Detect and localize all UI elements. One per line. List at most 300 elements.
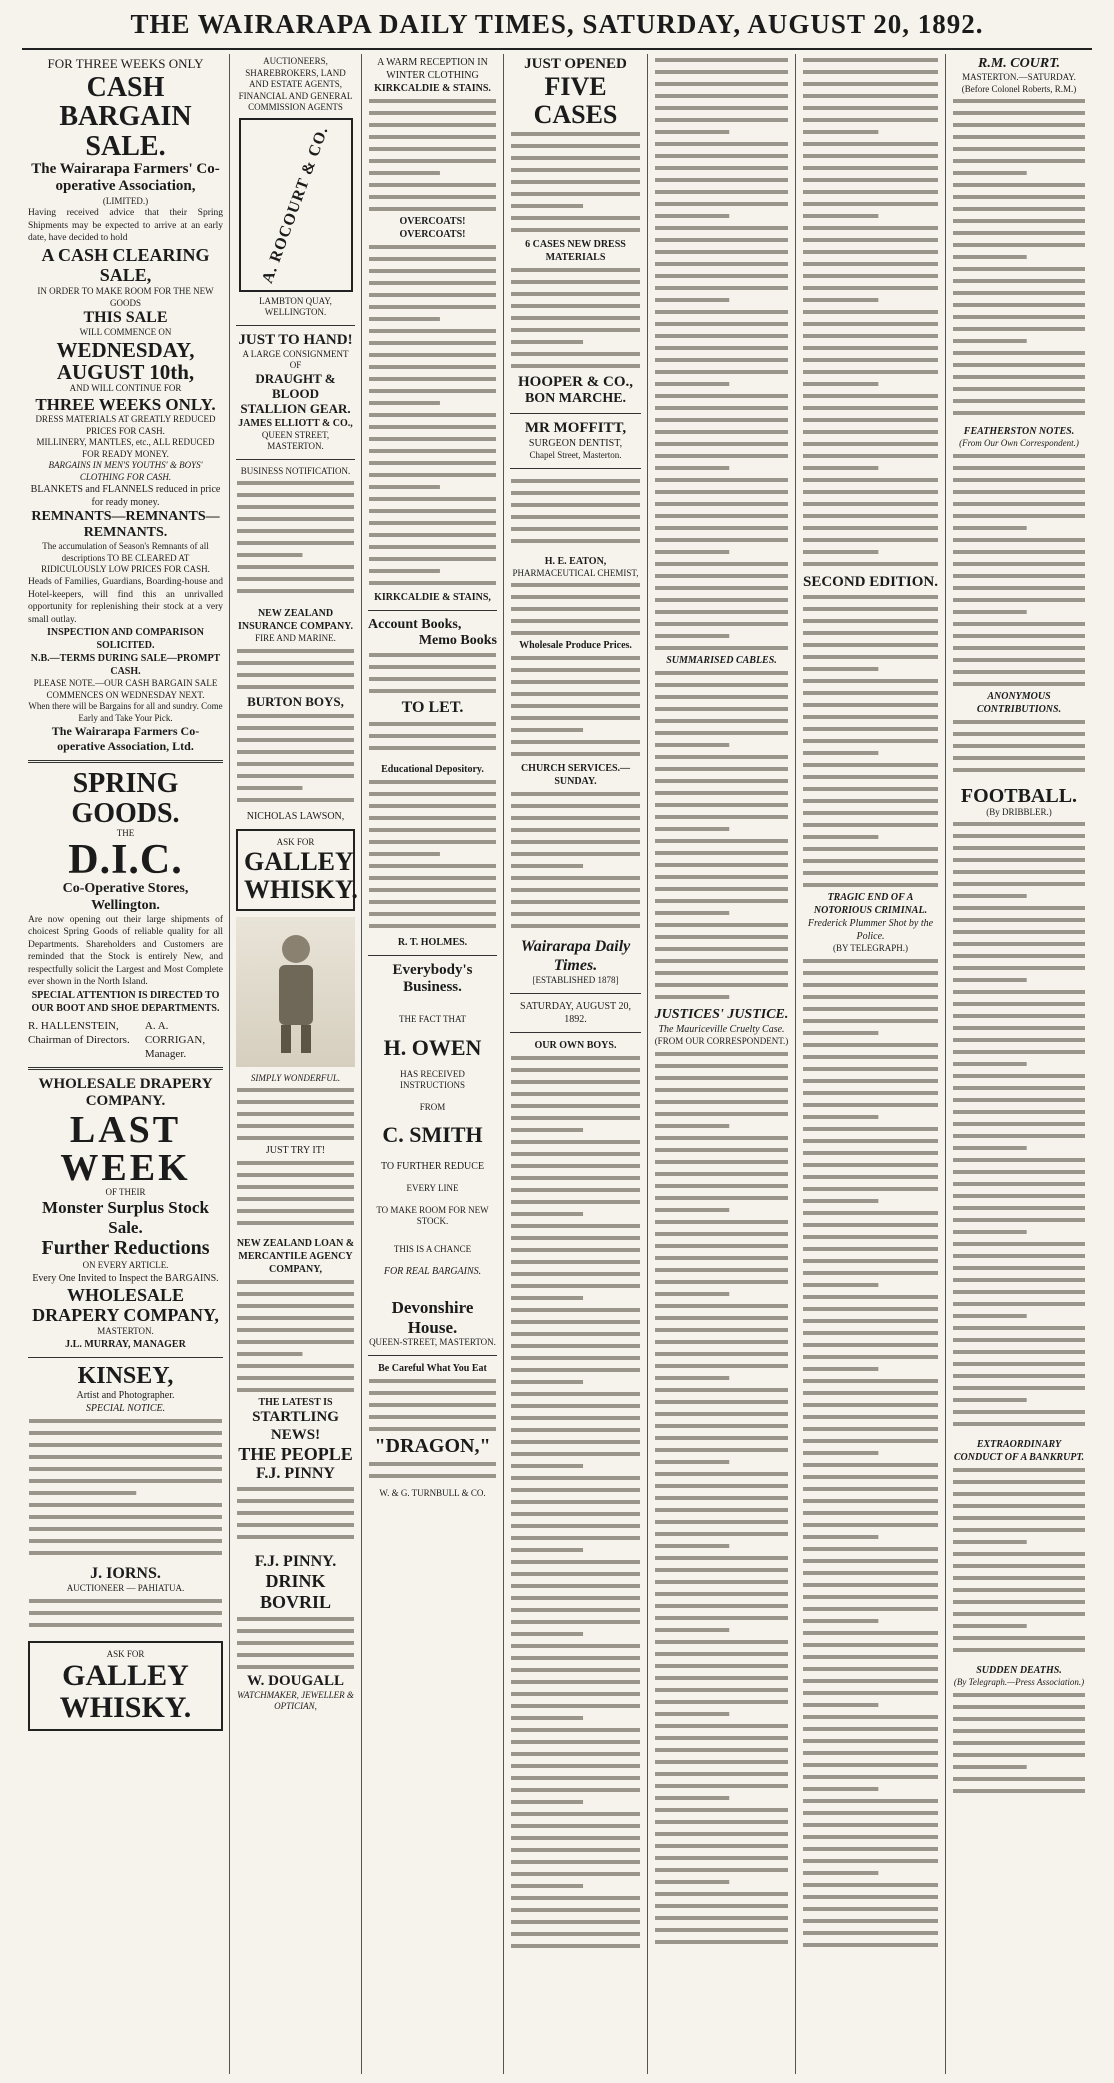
terms: N.B.—TERMS DURING SALE—PROMPT CASH. <box>30 653 221 678</box>
established: [ESTABLISHED 1878] <box>532 975 619 986</box>
mr-moffitt: MR MOFFITT, <box>524 420 627 437</box>
text-line <box>237 1535 354 1539</box>
heads-of-families: Heads of Families, Guardians, Boarding-house and Hotel-keepers, will find this an unrivalled opportunity for replenishing their stock at a very small outlay. <box>28 576 223 625</box>
text-line <box>511 888 640 892</box>
remnants-text: The accumulation of Season's Remnants of all descriptions TO BE CLEARED AT RIDICULOUSLY LOW PRICES FOR CASH. <box>41 541 210 575</box>
text-line <box>369 449 496 453</box>
text-line <box>803 1115 878 1119</box>
extraordinary-conduct: EXTRAORDINARY CONDUCT OF A BANKRUPT. <box>953 1439 1085 1464</box>
text-line <box>803 238 938 242</box>
second-body <box>802 591 939 891</box>
text-line <box>953 1753 1085 1757</box>
text-line <box>953 1050 1085 1054</box>
rm-court: R.M. COURT. <box>978 56 1060 71</box>
text-line <box>511 1380 583 1384</box>
text-line <box>511 1752 640 1756</box>
text-texture <box>236 1483 355 1553</box>
text-line <box>511 912 640 916</box>
real-bargains: FOR REAL BARGAINS. <box>383 1266 482 1278</box>
text-line <box>655 1256 788 1260</box>
text-line <box>511 132 640 136</box>
text-line <box>511 900 640 904</box>
text-line <box>511 1416 640 1420</box>
nz-insurance: NEW ZEALAND INSURANCE COMPANY. <box>237 608 353 633</box>
text-line <box>511 515 640 519</box>
text-line <box>511 619 640 623</box>
church-services: CHURCH SERVICES.—SUNDAY. <box>520 763 631 788</box>
text-line <box>803 1139 938 1143</box>
text-line <box>953 1398 1027 1402</box>
further-reduce: TO FURTHER REDUCE <box>380 1161 485 1173</box>
text-line <box>953 135 1085 139</box>
he-eaton: H. E. EATON, <box>544 555 607 567</box>
text-texture <box>368 1375 497 1435</box>
to-let: TO LET. <box>401 699 464 717</box>
text-line <box>655 875 788 879</box>
text-line <box>511 156 640 160</box>
text-line <box>655 1520 788 1524</box>
text-line <box>953 1122 1085 1126</box>
text-texture <box>28 1595 223 1635</box>
text-line <box>511 1248 640 1252</box>
text-line <box>655 1124 729 1128</box>
text-line <box>803 1511 938 1515</box>
text-line <box>511 340 583 344</box>
text-line <box>803 1007 938 1011</box>
text-line <box>953 147 1085 151</box>
text-line <box>237 1100 354 1104</box>
masthead-rule <box>22 48 1092 50</box>
text-line <box>655 1364 788 1368</box>
ask-for-2: ASK FOR <box>276 836 315 847</box>
text-line <box>655 1904 788 1908</box>
text-line <box>953 1062 1027 1066</box>
account-books: Account Books, <box>368 617 462 632</box>
text-line <box>953 1014 1085 1018</box>
deaths-body <box>952 1689 1086 1799</box>
kirkcaldie-stains-2: KIRKCALDIE & STAINS, <box>374 592 491 603</box>
text-line <box>369 183 496 187</box>
text-line <box>655 154 788 158</box>
text-texture <box>368 1458 497 1488</box>
text-line <box>655 538 788 542</box>
text-line <box>511 268 640 272</box>
text-line <box>511 1212 583 1216</box>
text-line <box>511 1764 640 1768</box>
text-line <box>237 1376 354 1380</box>
of-their: OF THEIR <box>105 1186 146 1197</box>
text-line <box>953 351 1085 355</box>
text-line <box>511 864 583 868</box>
text-line <box>655 1196 788 1200</box>
text-line <box>369 317 440 321</box>
every-article: ON EVERY ARTICLE. <box>82 1260 169 1271</box>
text-line <box>803 502 938 506</box>
text-line <box>237 1304 354 1308</box>
text-line <box>511 1440 640 1444</box>
text-line <box>953 255 1027 259</box>
text-line <box>655 598 788 602</box>
text-line <box>655 827 729 831</box>
text-line <box>803 226 938 230</box>
insurance-body <box>236 645 355 695</box>
text-line <box>803 1019 938 1023</box>
text-line <box>511 1728 640 1732</box>
text-line <box>237 1328 354 1332</box>
galley-2: GALLEY <box>244 847 354 877</box>
text-line <box>803 983 938 987</box>
sale-date: WEDNESDAY, AUGUST 10th, <box>56 337 195 385</box>
text-line <box>803 1751 938 1755</box>
text-line <box>369 1427 496 1431</box>
text-line <box>511 1848 640 1852</box>
text-texture <box>236 1084 355 1144</box>
text-line <box>511 1104 640 1108</box>
text-line <box>953 1564 1085 1568</box>
text-line <box>511 1344 640 1348</box>
text-line <box>369 425 496 429</box>
text-line <box>237 1161 354 1165</box>
text-line <box>511 1800 583 1804</box>
new-dress-materials: 6 CASES NEW DRESS MATERIALS <box>525 238 626 263</box>
text-line <box>803 655 938 659</box>
dic-title: D.I.C. <box>68 837 183 884</box>
text-line <box>953 339 1027 343</box>
text-line <box>655 406 788 410</box>
text-line <box>369 111 496 115</box>
text-line <box>655 202 788 206</box>
text-line <box>953 538 1085 542</box>
text-line <box>369 413 496 417</box>
text-line <box>803 70 938 74</box>
text-line <box>29 1455 222 1459</box>
text-line <box>655 1736 788 1740</box>
text-line <box>369 569 440 573</box>
text-line <box>655 454 788 458</box>
text-line <box>803 106 938 110</box>
hooper: HOOPER & CO., <box>518 373 633 390</box>
text-line <box>511 1260 640 1264</box>
text-line <box>29 1491 136 1495</box>
text-line <box>655 1544 729 1548</box>
tragic-body <box>802 955 939 1955</box>
text-line <box>237 1617 354 1621</box>
text-line <box>655 82 788 86</box>
text-line <box>511 1080 640 1084</box>
editorial-date: SATURDAY, AUGUST 20, 1892. <box>520 1000 631 1025</box>
text-line <box>803 334 938 338</box>
text-texture <box>654 54 789 654</box>
text-line <box>655 634 729 638</box>
text-line <box>655 118 788 122</box>
text-line <box>655 1076 788 1080</box>
text-line <box>803 727 938 731</box>
text-line <box>369 722 496 726</box>
text-line <box>237 1088 354 1092</box>
text-line <box>511 1068 640 1072</box>
h-owen: H. OWEN <box>383 1034 482 1060</box>
text-line <box>655 574 788 578</box>
text-line <box>803 1619 878 1623</box>
text-line <box>803 346 938 350</box>
text-line <box>803 1451 878 1455</box>
text-texture <box>236 710 355 810</box>
text-line <box>511 1596 640 1600</box>
text-line <box>237 505 354 509</box>
text-line <box>803 607 938 611</box>
text-line <box>803 751 878 755</box>
galley-whisky-ad-2 <box>236 829 358 911</box>
text-line <box>803 1379 938 1383</box>
text-line <box>237 481 354 485</box>
text-line <box>803 715 938 719</box>
justices-justice: JUSTICES' JUSTICE. <box>654 1007 789 1022</box>
dress-body <box>510 264 641 374</box>
text-line <box>655 646 788 650</box>
text-line <box>803 883 938 887</box>
text-line <box>655 334 788 338</box>
text-line <box>803 1127 938 1131</box>
text-line <box>803 58 938 62</box>
text-line <box>237 714 354 718</box>
text-line <box>803 1763 938 1767</box>
text-line <box>511 1092 640 1096</box>
text-line <box>655 1796 729 1800</box>
text-line <box>655 983 788 987</box>
tragic-end: TRAGIC END OF A NOTORIOUS CRIMINAL. <box>813 892 928 917</box>
text-line <box>511 316 640 320</box>
rocourt-stamp-text: A. ROCOURT & CO. <box>258 123 332 286</box>
text-line <box>953 1230 1027 1234</box>
text-line <box>655 1856 788 1860</box>
text-line <box>803 118 938 122</box>
text-line <box>803 1499 938 1503</box>
w-dougall: W. DOUGALL <box>247 1672 344 1689</box>
text-line <box>369 557 496 561</box>
text-line <box>655 1496 788 1500</box>
text-line <box>803 1607 938 1611</box>
text-line <box>511 1536 640 1540</box>
text-line <box>953 978 1027 982</box>
text-line <box>369 245 496 249</box>
text-line <box>953 1480 1085 1484</box>
dress-materials: DRESS MATERIALS AT GREATLY REDUCED PRICES FOR CASH. <box>35 414 216 436</box>
football-body <box>952 818 1086 1438</box>
column-5 <box>648 54 796 2074</box>
text-line <box>369 653 496 657</box>
text-line <box>803 274 938 278</box>
text-texture <box>510 128 641 238</box>
text-line <box>237 750 354 754</box>
text-line <box>237 762 354 766</box>
figure-drawing-icon <box>251 927 341 1057</box>
text-line <box>655 1376 729 1380</box>
text-line <box>655 1232 788 1236</box>
be-careful: Be Careful What You Eat <box>378 1363 487 1374</box>
memo-books: Memo Books <box>418 633 497 649</box>
text-line <box>953 574 1085 578</box>
text-line <box>655 382 729 386</box>
text-line <box>803 1427 938 1431</box>
church-body <box>510 788 641 938</box>
text-line <box>953 756 1085 760</box>
the-fact: THE FACT THAT <box>398 1014 466 1025</box>
text-line <box>511 1584 640 1588</box>
text-texture <box>510 788 641 938</box>
text-line <box>953 732 1085 736</box>
text-line <box>237 1316 354 1320</box>
text-line <box>803 1895 938 1899</box>
text-line <box>511 1164 640 1168</box>
text-line <box>803 775 938 779</box>
text-line <box>511 1428 640 1432</box>
text-line <box>511 1872 640 1876</box>
text-line <box>803 959 938 963</box>
text-line <box>655 1244 788 1248</box>
text-line <box>511 144 640 148</box>
text-line <box>655 1868 788 1872</box>
text-line <box>29 1527 222 1531</box>
text-line <box>953 1326 1085 1330</box>
text-line <box>803 442 938 446</box>
text-line <box>369 293 496 297</box>
text-line <box>655 1304 788 1308</box>
text-line <box>369 780 496 784</box>
text-line <box>803 130 878 134</box>
text-line <box>237 541 354 545</box>
text-line <box>953 1540 1027 1544</box>
chairman: R. HALLENSTEIN, Chairman of Directors. <box>28 1019 130 1046</box>
text-line <box>953 1290 1085 1294</box>
text-line <box>803 799 938 803</box>
anon-body <box>952 716 1086 786</box>
text-line <box>369 123 496 127</box>
text-line <box>511 704 640 708</box>
text-line <box>803 178 938 182</box>
text-line <box>803 1667 938 1671</box>
text-line <box>953 1468 1085 1472</box>
text-line <box>803 538 938 542</box>
text-line <box>953 1170 1085 1174</box>
our-own-boys: OUR OWN BOYS. <box>534 1039 617 1051</box>
text-line <box>803 1547 938 1551</box>
text-line <box>803 835 878 839</box>
dragon: "DRAGON," <box>374 1435 491 1457</box>
pinny-body <box>236 1483 355 1553</box>
iorns: J. IORNS. <box>90 1564 161 1582</box>
turnbull: W. & G. TURNBULL & CO. <box>379 1488 486 1498</box>
text-line <box>803 1031 878 1035</box>
text-line <box>655 1400 788 1404</box>
text-line <box>803 550 878 554</box>
text-line <box>953 1074 1085 1078</box>
text-line <box>237 1364 354 1368</box>
text-line <box>369 864 496 868</box>
text-line <box>803 1091 938 1095</box>
text-line <box>511 668 640 672</box>
text-line <box>803 1355 938 1359</box>
text-line <box>803 562 938 566</box>
text-line <box>655 490 788 494</box>
text-line <box>803 1775 938 1779</box>
text-line <box>953 870 1085 874</box>
nicholas-lawson: NICHOLAS LAWSON, <box>246 810 345 822</box>
text-line <box>655 1268 788 1272</box>
text-line <box>953 1410 1085 1414</box>
text-line <box>803 1295 938 1299</box>
text-line <box>369 159 496 163</box>
text-line <box>511 1824 640 1828</box>
text-line <box>803 1067 938 1071</box>
text-line <box>511 1776 640 1780</box>
text-line <box>655 1292 729 1296</box>
text-line <box>803 190 938 194</box>
text-line <box>953 1194 1085 1198</box>
text-line <box>511 1452 640 1456</box>
text-line <box>953 514 1085 518</box>
text-line <box>655 226 788 230</box>
text-line <box>803 679 938 683</box>
text-line <box>369 269 496 273</box>
devonshire-house: Devonshire House. <box>391 1298 474 1337</box>
text-line <box>803 154 938 158</box>
text-line <box>29 1479 222 1483</box>
text-line <box>953 1504 1085 1508</box>
text-line <box>511 204 583 208</box>
text-line <box>511 692 640 696</box>
text-line <box>803 1463 938 1467</box>
text-line <box>655 502 788 506</box>
text-texture <box>952 716 1086 786</box>
text-line <box>237 786 302 790</box>
continue-for: AND WILL CONTINUE FOR <box>69 383 182 394</box>
text-line <box>803 1319 938 1323</box>
text-line <box>511 680 640 684</box>
text-line <box>655 1616 788 1620</box>
text-line <box>369 1415 496 1419</box>
text-line <box>655 1844 788 1848</box>
plummer-shot: Frederick Plummer Shot by the Police. <box>807 918 934 943</box>
text-line <box>953 399 1085 403</box>
text-line <box>511 1860 640 1864</box>
text-line <box>655 683 788 687</box>
text-line <box>655 1772 788 1776</box>
daily-times: Wairarapa Daily Times. <box>520 938 631 974</box>
text-line <box>655 1412 788 1416</box>
text-line <box>953 1038 1085 1042</box>
text-line <box>803 406 938 410</box>
text-line <box>237 1209 354 1213</box>
text-line <box>369 147 496 151</box>
blankets: BLANKETS and FLANNELS reduced in price for ready money. <box>30 484 221 509</box>
column-1 <box>22 54 230 2074</box>
text-line <box>369 746 496 750</box>
text-line <box>369 473 496 477</box>
text-line <box>655 442 788 446</box>
will-commence: WILL COMMENCE ON <box>79 327 172 338</box>
text-line <box>237 1221 354 1225</box>
text-line <box>655 1184 788 1188</box>
text-texture <box>28 1415 223 1565</box>
text-line <box>237 649 354 653</box>
text-line <box>511 1128 583 1132</box>
text-line <box>953 658 1085 662</box>
text-line <box>655 731 788 735</box>
text-line <box>655 1088 788 1092</box>
text-line <box>655 1712 729 1716</box>
try-body <box>236 1157 355 1237</box>
dic-signatures <box>28 1019 223 1061</box>
